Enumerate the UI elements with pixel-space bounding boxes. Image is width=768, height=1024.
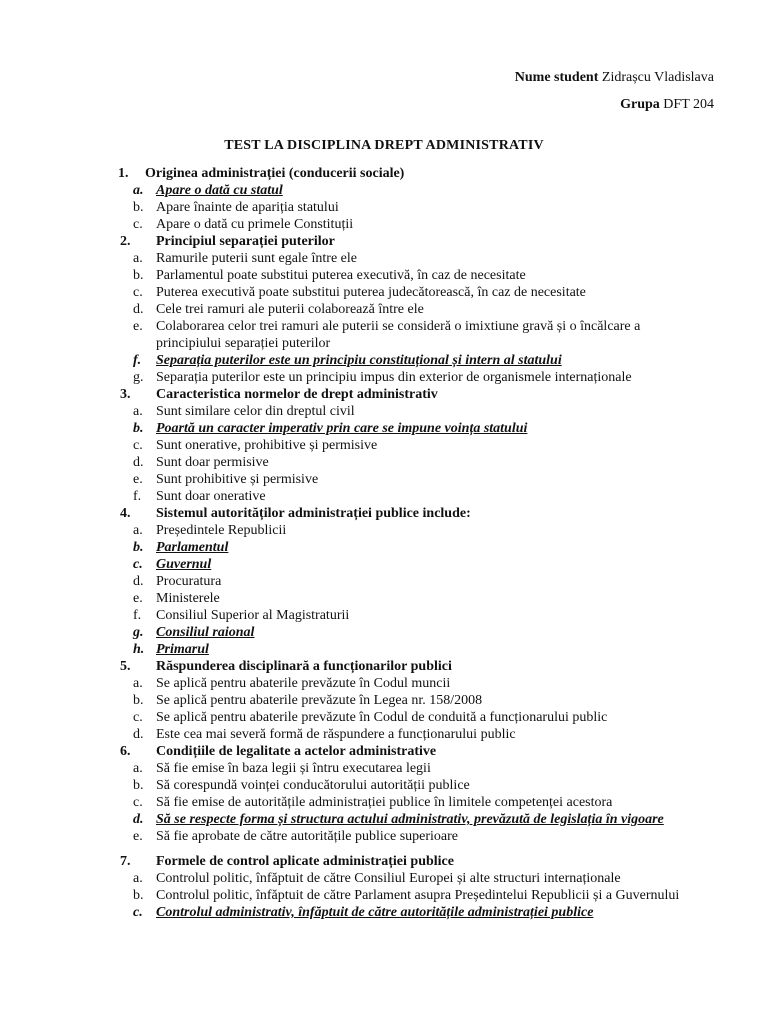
answer-option [0, 692, 768, 709]
option-text: Colaborarea celor trei ramuri ale puterii se consideră o imixtiune gravă și o încălcare a principiului separației puterilor [156, 319, 641, 351]
option-letter: a. [133, 183, 144, 198]
answer-option [0, 216, 768, 233]
option-letter: e. [133, 591, 143, 606]
option-letter: g. [133, 370, 144, 385]
question-text: Sistemul autorităților administrației publice include: [156, 506, 471, 521]
question-heading [0, 233, 768, 250]
option-letter: d. [133, 574, 144, 589]
answer-option [0, 318, 768, 352]
option-text: Controlul politic, înfăptuit de către Parlament asupra Președintelui Republicii și a Guvernului [156, 888, 680, 903]
option-letter: a. [133, 523, 143, 538]
option-letter: a. [133, 404, 143, 419]
question-heading [0, 165, 768, 182]
option-letter: d. [133, 727, 144, 742]
question-text: Originea administrației (conducerii sociale) [145, 166, 405, 181]
option-text: Consiliul raional [156, 625, 255, 640]
answer-option [0, 590, 768, 607]
answer-option [0, 870, 768, 887]
student-name: Zidrașcu Vladislava [601, 70, 714, 85]
answer-option-correct [0, 182, 768, 199]
option-text: Separația puterilor este un principiu impus din exterior de organismele internaționale [156, 370, 632, 385]
answer-option [0, 284, 768, 301]
option-letter: b. [133, 268, 144, 283]
option-letter: b. [133, 778, 144, 793]
answer-option [0, 369, 768, 386]
option-letter: d. [133, 302, 144, 317]
answer-option [0, 675, 768, 692]
question-number: 6. [120, 744, 131, 759]
option-text: Separația puterilor este un principiu constituțional și intern al statului [156, 353, 562, 368]
option-letter: a. [133, 251, 143, 266]
document-title: TEST LA DISCIPLINA DREPT ADMINISTRATIV [224, 138, 544, 153]
spacer [0, 845, 768, 853]
option-text: Primarul [156, 642, 209, 657]
option-text: Parlamentul [156, 540, 229, 555]
option-text: Cele trei ramuri ale puterii colaborează între ele [156, 302, 424, 317]
option-text: Apare o dată cu primele Constituții [156, 217, 354, 232]
option-text: Guvernul [156, 557, 212, 572]
option-text: Se aplică pentru abaterile prevăzute în Codul muncii [156, 676, 451, 691]
answer-option [0, 301, 768, 318]
answer-option-correct [0, 556, 768, 573]
option-text: Se aplică pentru abaterile prevăzute în Legea nr. 158/2008 [156, 693, 483, 708]
answer-option-correct [0, 539, 768, 556]
option-letter: b. [133, 888, 144, 903]
question-heading [0, 386, 768, 403]
option-letter: c. [133, 285, 143, 300]
option-text: Sunt doar onerative [156, 489, 266, 504]
answer-option [0, 887, 768, 904]
answer-option-correct [0, 641, 768, 658]
answer-option [0, 267, 768, 284]
answer-option [0, 454, 768, 471]
answer-option [0, 488, 768, 505]
option-text: Să fie aprobate de către autoritățile publice superioare [156, 829, 459, 844]
answer-option-correct [0, 420, 768, 437]
option-text: Sunt prohibitive și permisive [156, 472, 319, 487]
option-letter: f. [133, 608, 142, 623]
answer-option [0, 471, 768, 488]
option-text: Să fie emise de autoritățile administrației publice în limitele competenței acestora [156, 795, 613, 810]
question-text: Răspunderea disciplinară a funcționarilor publici [156, 659, 452, 674]
option-text: Ramurile puterii sunt egale între ele [156, 251, 357, 266]
option-letter: e. [133, 319, 143, 334]
option-text: Controlul politic, înfăptuit de către Consiliul Europei și alte structuri internaționale [156, 871, 621, 886]
option-letter: e. [133, 472, 143, 487]
option-letter: c. [133, 905, 143, 920]
option-letter: c. [133, 217, 143, 232]
answer-option [0, 522, 768, 539]
option-letter: f. [133, 353, 142, 368]
answer-option [0, 250, 768, 267]
question-text: Condițiile de legalitate a actelor administrative [156, 744, 437, 759]
group-line [620, 97, 714, 113]
option-text: Ministerele [156, 591, 220, 606]
option-text: Să fie emise în baza legii și întru executarea legii [156, 761, 431, 776]
answer-option [0, 777, 768, 794]
question-number: 3. [120, 387, 131, 402]
option-text: Consiliul Superior al Magistraturii [156, 608, 350, 623]
question-text: Caracteristica normelor de drept administrativ [156, 387, 438, 402]
option-text: Este cea mai severă formă de răspundere a funcționarului public [156, 727, 516, 742]
option-letter: a. [133, 676, 143, 691]
option-text: Să corespundă voinței conducătorului autorității publice [156, 778, 470, 793]
question-number: 1. [118, 166, 129, 181]
question-number: 4. [120, 506, 131, 521]
option-letter: d. [133, 812, 144, 827]
answer-option-correct [0, 352, 768, 369]
option-text: Procuratura [156, 574, 222, 589]
answer-option [0, 437, 768, 454]
answer-option [0, 709, 768, 726]
group-label: Grupa [620, 97, 660, 112]
question-heading [0, 505, 768, 522]
question-text: Formele de control aplicate administrației publice [156, 854, 454, 869]
option-letter: c. [133, 710, 143, 725]
answer-option [0, 794, 768, 811]
option-letter: b. [133, 540, 144, 555]
question-number: 5. [120, 659, 131, 674]
question-heading [0, 658, 768, 675]
option-letter: e. [133, 829, 143, 844]
option-letter: a. [133, 871, 143, 886]
option-text: Apare înainte de apariția statului [156, 200, 339, 215]
answer-option [0, 607, 768, 624]
group-value: DFT 204 [663, 97, 714, 112]
option-text: Controlul administrativ, înfăptuit de către autoritățile administrației publice [156, 905, 594, 920]
option-letter: h. [133, 642, 145, 657]
student-label: Nume student [514, 70, 599, 85]
student-name-line [515, 70, 714, 86]
option-text: Președintele Republicii [156, 523, 287, 538]
option-letter: b. [133, 693, 144, 708]
question-number: 7. [120, 854, 131, 869]
question-text: Principiul separației puterilor [156, 234, 335, 249]
option-letter: g. [133, 625, 144, 640]
answer-option [0, 726, 768, 743]
answer-option [0, 828, 768, 845]
option-text: Sunt similare celor din dreptul civil [156, 404, 355, 419]
option-letter: a. [133, 761, 143, 776]
option-text: Sunt doar permisive [156, 455, 269, 470]
option-text: Poartă un caracter imperativ prin care se impune voința statului [156, 421, 528, 436]
answer-option [0, 199, 768, 216]
option-letter: c. [133, 795, 143, 810]
answer-option [0, 573, 768, 590]
option-text: Să se respecte forma și structura actului administrativ, prevăzută de legislația în vigoare [156, 812, 664, 827]
answer-option [0, 403, 768, 420]
option-letter: c. [133, 557, 143, 572]
test-content [0, 165, 768, 921]
option-text: Parlamentul poate substitui puterea executivă, în caz de necesitate [156, 268, 526, 283]
question-heading [0, 853, 768, 870]
answer-option-correct [0, 811, 768, 828]
answer-option-correct [0, 904, 768, 921]
option-text: Sunt onerative, prohibitive și permisive [156, 438, 378, 453]
answer-option [0, 760, 768, 777]
option-text: Apare o dată cu statul [156, 183, 283, 198]
option-letter: d. [133, 455, 144, 470]
option-text: Se aplică pentru abaterile prevăzute în Codul de conduită a funcționarului public [156, 710, 608, 725]
question-heading [0, 743, 768, 760]
option-letter: b. [133, 200, 144, 215]
option-text: Puterea executivă poate substitui puterea judecătorească, în caz de necesitate [156, 285, 586, 300]
question-number: 2. [120, 234, 131, 249]
option-letter: b. [133, 421, 144, 436]
option-letter: c. [133, 438, 143, 453]
option-letter: f. [133, 489, 142, 504]
answer-option-correct [0, 624, 768, 641]
